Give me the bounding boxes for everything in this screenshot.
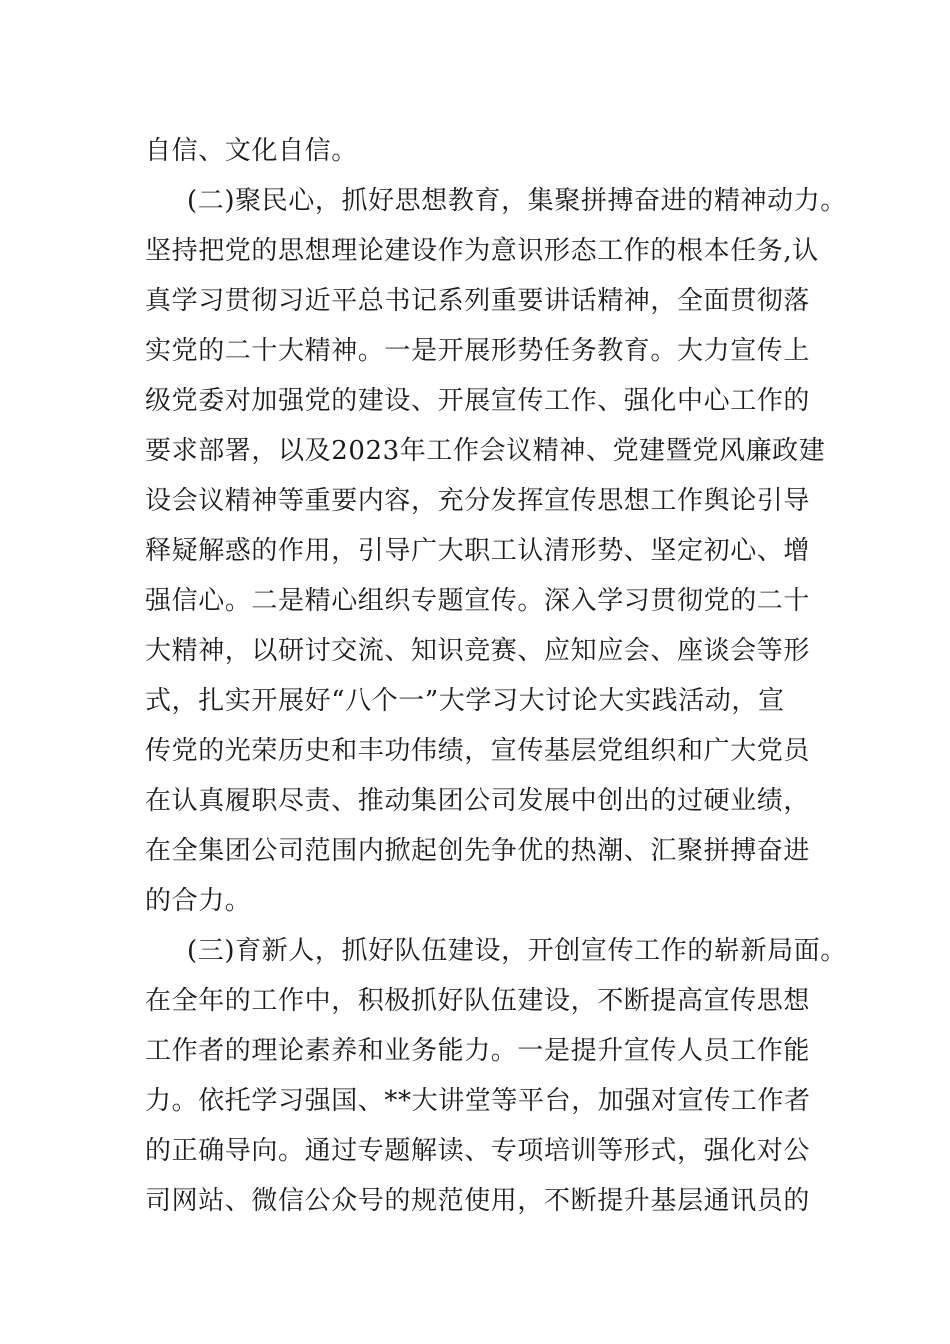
- text-line: 设会议精神等重要内容，充分发挥宣传思想工作舆论引导: [145, 486, 811, 516]
- text-line: 在全年的工作中，积极抓好队伍建设，不断提高宣传思想: [145, 986, 811, 1016]
- document-body: [145, 126, 847, 1226]
- text-line: 大精神，以研讨交流、知识竞赛、应知应会、座谈会等形: [145, 636, 811, 666]
- text-line: 强信心。二是精心组织专题宣传。深入学习贯彻党的二十: [145, 586, 811, 616]
- text-line: 自信、文化自信。: [145, 136, 358, 166]
- text-line: 在认真履职尽责、推动集团公司发展中创出的过硬业绩，: [145, 786, 811, 816]
- text-line: 实党的二十大精神。一是开展形势任务教育。大力宣传上: [145, 336, 811, 366]
- text-line: 级党委对加强党的建设、开展宣传工作、强化中心工作的: [145, 386, 811, 416]
- text-line: 真学习贯彻习近平总书记系列重要讲话精神，全面贯彻落: [145, 286, 811, 316]
- text-line: 释疑解惑的作用，引导广大职工认清形势、坚定初心、增: [145, 536, 811, 566]
- text-line: 坚持把党的思想理论建设作为意识形态工作的根本任务,认: [145, 236, 819, 266]
- section-heading: (三)育新人，抓好队伍建设，开创宣传工作的崭新局面。: [187, 936, 847, 966]
- text-line: 要求部署，以及2023年工作会议精神、党建暨党风廉政建: [145, 436, 826, 466]
- text-line: 传党的光荣历史和丰功伟绩，宣传基层党组织和广大党员: [145, 736, 811, 766]
- text-line: 力。依托学习强国、**大讲堂等平台，加强对宣传工作者: [145, 1086, 811, 1116]
- text-line: 式，扎实开展好“八个一”大学习大讨论大实践活动，宣: [145, 686, 785, 716]
- text-line: 的合力。: [145, 886, 252, 916]
- text-line: 的正确导向。通过专题解读、专项培训等形式，强化对公: [145, 1136, 811, 1166]
- text-line: 工作者的理论素养和业务能力。一是提升宣传人员工作能: [145, 1036, 811, 1066]
- section-heading: (二)聚民心，抓好思想教育，集聚拼搏奋进的精神动力。: [187, 186, 847, 216]
- text-line: 在全集团公司范围内掀起创先争优的热潮、汇聚拼搏奋进: [145, 836, 811, 866]
- text-line: 司网站、微信公众号的规范使用，不断提升基层通讯员的: [145, 1186, 811, 1216]
